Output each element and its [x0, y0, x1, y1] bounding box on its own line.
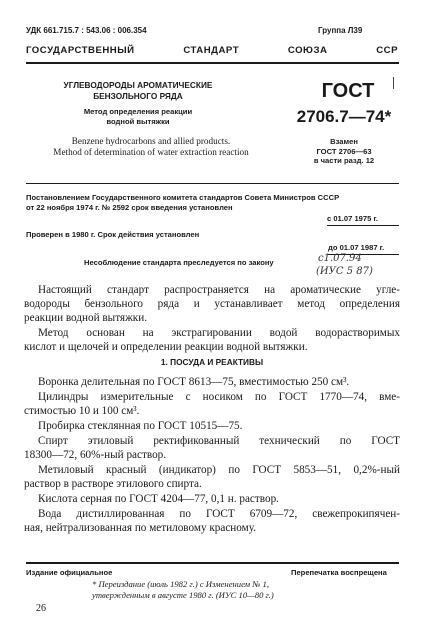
title-ru: [26, 80, 250, 102]
reissue-note: [92, 579, 274, 601]
item-water-line2: ная, нейтрализованная по метиловому красному.: [24, 522, 257, 534]
item-funnel: Воронка делительная по ГОСТ 8613—75, вместимостью 250 см³.: [38, 376, 350, 388]
intro-paragraph-line3: реакции водной вытяжки.: [24, 312, 148, 324]
item-ethanol-line1: Спирт этиловый ректификованный технический по ГОСТ: [38, 435, 400, 447]
title-en-line1: Benzene hydrocarbons and allied products.: [71, 136, 231, 146]
item-test-tube: Пробирка стеклянная по ГОСТ 10515—75.: [38, 420, 243, 432]
item-indicator-line2: раствор в растворе этилового спирта.: [24, 478, 202, 490]
item-cylinders-line2: стимостью 10 и 100 см³.: [24, 405, 140, 417]
section-title: 1. ПОСУДА И РЕАКТИВЫ: [160, 357, 264, 367]
title-ru-line2: БЕНЗОЛЬНОГО РЯДА: [93, 91, 183, 101]
reissue-note-line1: * Переиздание (июль 1982 г.) с Изменением № 1,: [92, 579, 269, 589]
title-ru-line1: УГЛЕВОДОРОДЫ АРОМАТИЧЕСКИЕ: [63, 80, 213, 90]
udk-code: УДК 661.715.7 : 543.06 : 006.354: [26, 26, 147, 35]
replaces-line2: в части разд. 12: [313, 156, 375, 165]
decree-text: [26, 193, 400, 213]
intro-date-underline: [327, 225, 399, 226]
header-divider: [26, 62, 399, 64]
official-edition: Издание официальное: [26, 568, 113, 577]
item-indicator-line1: Метиловый красный (индикатор) по ГОСТ 5853—51, 0,2%-ный: [38, 464, 400, 476]
decree-line2: от 22 ноября 1974 г. № 2592 срок введения установлен: [26, 203, 233, 212]
group-code: Группа Л39: [318, 26, 363, 35]
reissue-note-line2: утвержденным в августе 1980 г. (ИУС 10—80 г.): [92, 590, 274, 600]
margin-mark: [393, 77, 394, 89]
valid-until-date: до 01.07 1987 г.: [328, 243, 385, 252]
item-cylinders-line1: Цилиндры измерительные с носиком по ГОСТ 1770—74, вме-: [38, 391, 400, 403]
intro-paragraph-line1: Настоящий стандарт распространяется на ароматические угле-: [38, 284, 400, 296]
introduction-date: с 01.07 1975 г.: [327, 214, 378, 223]
replaces-label: Взамен: [330, 137, 358, 146]
state-standard-banner: ГОСУДАРСТВЕННЫЙ СТАНДАРТ СОЮЗА ССР: [26, 45, 398, 56]
method-ru-line2: водной вытяжки: [106, 117, 170, 126]
item-ethanol-line2: 18300—72, 60%-ный раствор.: [24, 449, 167, 461]
checked-text: Проверен в 1980 г. Срок действия установлен: [26, 230, 200, 239]
handwritten-note-2: (ИУС 5 87): [316, 266, 373, 277]
footer-divider: [26, 562, 399, 564]
intro-paragraph-line2: водороды бензольного ряда и устанавливает метод определения: [24, 298, 400, 310]
item-water-line1: Вода дистиллированная по ГОСТ 6709—72, свежепрокипячен-: [38, 508, 400, 520]
title-en: [26, 136, 276, 158]
method-paragraph-line2: кислот и щелочей и определении реакции водной вытяжки.: [24, 341, 308, 353]
title-en-line2: Method of determination of water extraction reaction: [53, 147, 249, 157]
title-divider: [26, 183, 399, 184]
method-ru: [26, 107, 250, 127]
noncompliance-text: Несоблюдение стандарта преследуется по закону: [84, 258, 274, 267]
gost-label: ГОСТ: [321, 80, 375, 102]
method-paragraph-line1: Метод основан на экстрагировании водой водорастворимых: [38, 327, 400, 339]
handwritten-note-1: с1.07.94: [318, 253, 362, 264]
reprint-forbidden: Перепечатка воспрещена: [291, 568, 387, 577]
item-sulfuric-acid: Кислота серная по ГОСТ 4204—77, 0,1 н. раствор.: [38, 493, 279, 505]
page-number: 26: [36, 603, 46, 614]
replaces-line1: ГОСТ 2706—63: [316, 146, 372, 156]
method-ru-line1: Метод определения реакции: [83, 107, 193, 116]
replaces-block: [288, 137, 400, 166]
decree-line1: Постановлением Государственного комитета стандартов Совета Министров СССР: [26, 193, 340, 202]
gost-number: 2706.7—74*: [296, 107, 392, 126]
